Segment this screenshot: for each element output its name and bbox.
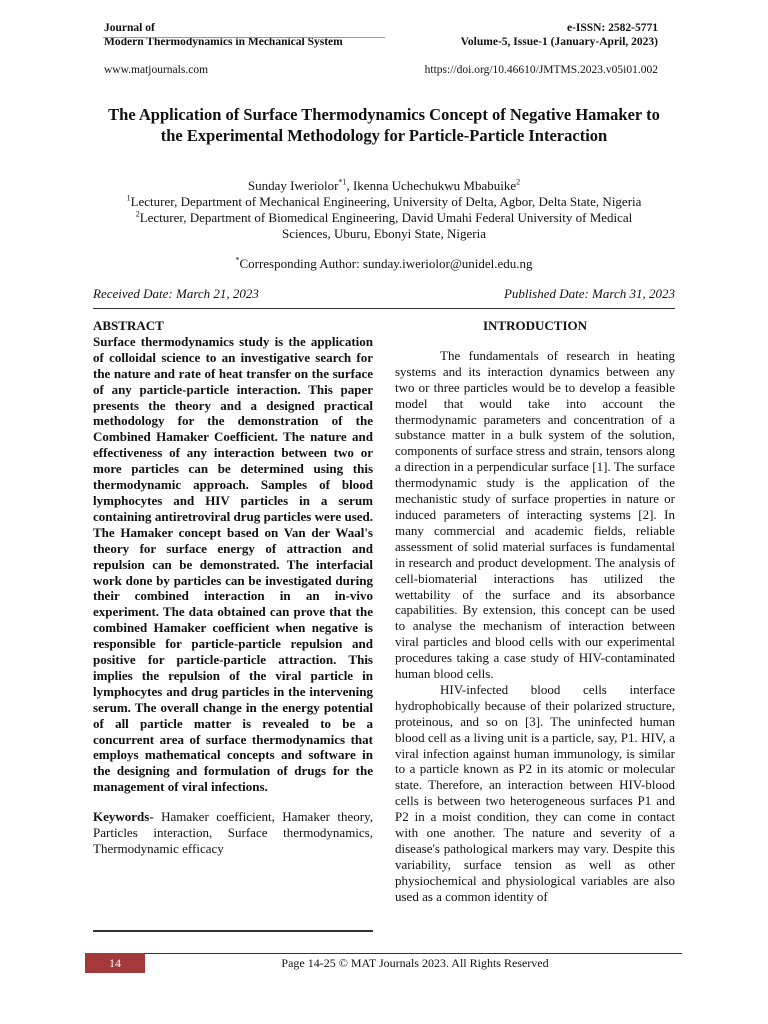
footer-rule [85,953,682,954]
page-number: 14 [109,956,121,970]
author-2: Ikenna Uchechukwu Mbabuike [352,178,517,193]
affiliation-1 [60,194,708,210]
authors [60,178,708,194]
affiliation-2 [110,210,658,242]
doi-link[interactable]: https://doi.org/10.46610/JMTMS.2023.v05i01.002 [424,64,658,76]
keywords [93,809,373,857]
header-rule [103,37,385,38]
volume-issue: Volume-5, Issue-1 (January-April, 2023) [460,36,658,48]
journal-name-line1: Journal of [104,22,155,34]
keywords-label: Keywords- [93,809,154,825]
abstract-body: Surface thermodynamics study is the application of colloidal science to an investigative search for the nature and rate of heat transfer on the surface of any particle-particle interaction. This paper presents the theory and a designed practical methodology for the demonstration of the Combined Hamaker Coefficient. The nature and effectiveness of any interaction between two or more particles can be determined using this thermodynamic approach. Samples of blood lymphocytes and HIV particles in a serum containing antiretroviral drug particles were used. The Hamaker concept based on Van der Waal's theory for surface energy of attraction and repulsion can be demonstrated. The interfacial work done by particles can be investigated during their combined interaction in an in-vivo experiment. The data obtained can prove that the combined Hamaker coefficient when negative is responsible for particle-particle repulsion and positive for particle-particle attraction. This implies the repulsion of the viral particle in lymphocytes and drug particles in the intervening serum. The overall change in the energy potential of all particle matter is revealed to be a concurrent area of surface thermodynamics that employs mathematical concepts and software in the designing and formulation of drugs for the management of viral infections. [93,333,373,795]
paper-title: The Application of Surface Thermodynamics Concept of Negative Hamaker to the Experimental Methodology for Particle-Particle Interaction [108,105,660,145]
received-date: Received Date: March 21, 2023 [93,286,259,301]
footer-copyright: Page 14-25 © MAT Journals 2023. All Rights Reserved [281,956,549,970]
author-2-sup: 2 [516,177,521,187]
corresponding-text: Corresponding Author: sunday.iweriolor@unidel.edu.ng [239,256,533,271]
introduction-paragraph-1: The fundamentals of research in heating systems and its interaction dynamics between any two or three particles would be to develop a feasible model that would take into account the thermodynamic parameters and concentration of a substance matter in a bulk system of the solution, components of surface stress and strain, tensors along a direction in a perpendicular surface [1]. The surface thermodynamic study is the application of the mechanistic study of surface properties in nature or induced parameters of interacting systems [2]. In many commercial and academic fields, reliable assessment of solid material surfaces is fundamental in research and product development. The analysis of cell-biomaterial interactions has utilized the wettability of the surface and its absorbance capabilities. By extension, this concept can be used to analyse the mechanism of interaction between viral particles and blood cells with our experimental procedures taking a case study of HIV-contaminated human blood cells. [395,347,675,682]
abstract-heading: ABSTRACT [93,318,164,333]
introduction-paragraph-2: HIV-infected blood cells interface hydrophobically because of their polarized structure, proteinous, and so on [3]. The uninfected human blood cell as a living unit is a particle, say, P1. HIV, a viral infection against human immunology, is similar to a particle known as P2 in its atomic or molecular state. Therefore, an interaction between HIV-blood cells is between two heterogeneous surfaces P1 and P2 in a moist condition, they can come in contact with one another. The nature and severity of a disease's pathological markers may vary. Despite this variability, surface tension as well as other physiochemical and physiological variables are also used as a common identity of [395,681,675,904]
abstract-column [93,318,373,857]
corresponding-sup: * [235,255,240,265]
affiliation-2-text: Lecturer, Department of Biomedical Engineering, David Umahi Federal University of Medical Sciences, Uburu, Ebonyi State, Nigeria [139,210,633,241]
author-1: Sunday Iweriolor [247,178,339,193]
author-1-sup: *1 [338,177,347,187]
affiliation-2-sup: 2 [135,209,140,219]
abstract-end-rule [93,930,373,932]
journal-website[interactable]: www.matjournals.com [104,64,209,76]
introduction-heading: INTRODUCTION [482,318,587,333]
introduction-column [395,318,675,905]
date-rule [93,308,675,309]
journal-name-line2: Modern Thermodynamics in Mechanical System [104,36,343,48]
issn: e-ISSN: 2582-5771 [566,22,658,34]
keywords-text: Hamaker coefficient, Hamaker theory, Particles interaction, Surface thermodynamics, Thermodynamic efficacy [93,809,373,856]
author-separator: , [346,178,353,193]
affiliation-1-sup: 1 [126,193,131,203]
affiliation-1-text: Lecturer, Department of Mechanical Engineering, University of Delta, Agbor, Delta State, Nigeria [130,194,642,209]
published-date: Published Date: March 31, 2023 [503,286,675,301]
corresponding-author [60,256,708,272]
